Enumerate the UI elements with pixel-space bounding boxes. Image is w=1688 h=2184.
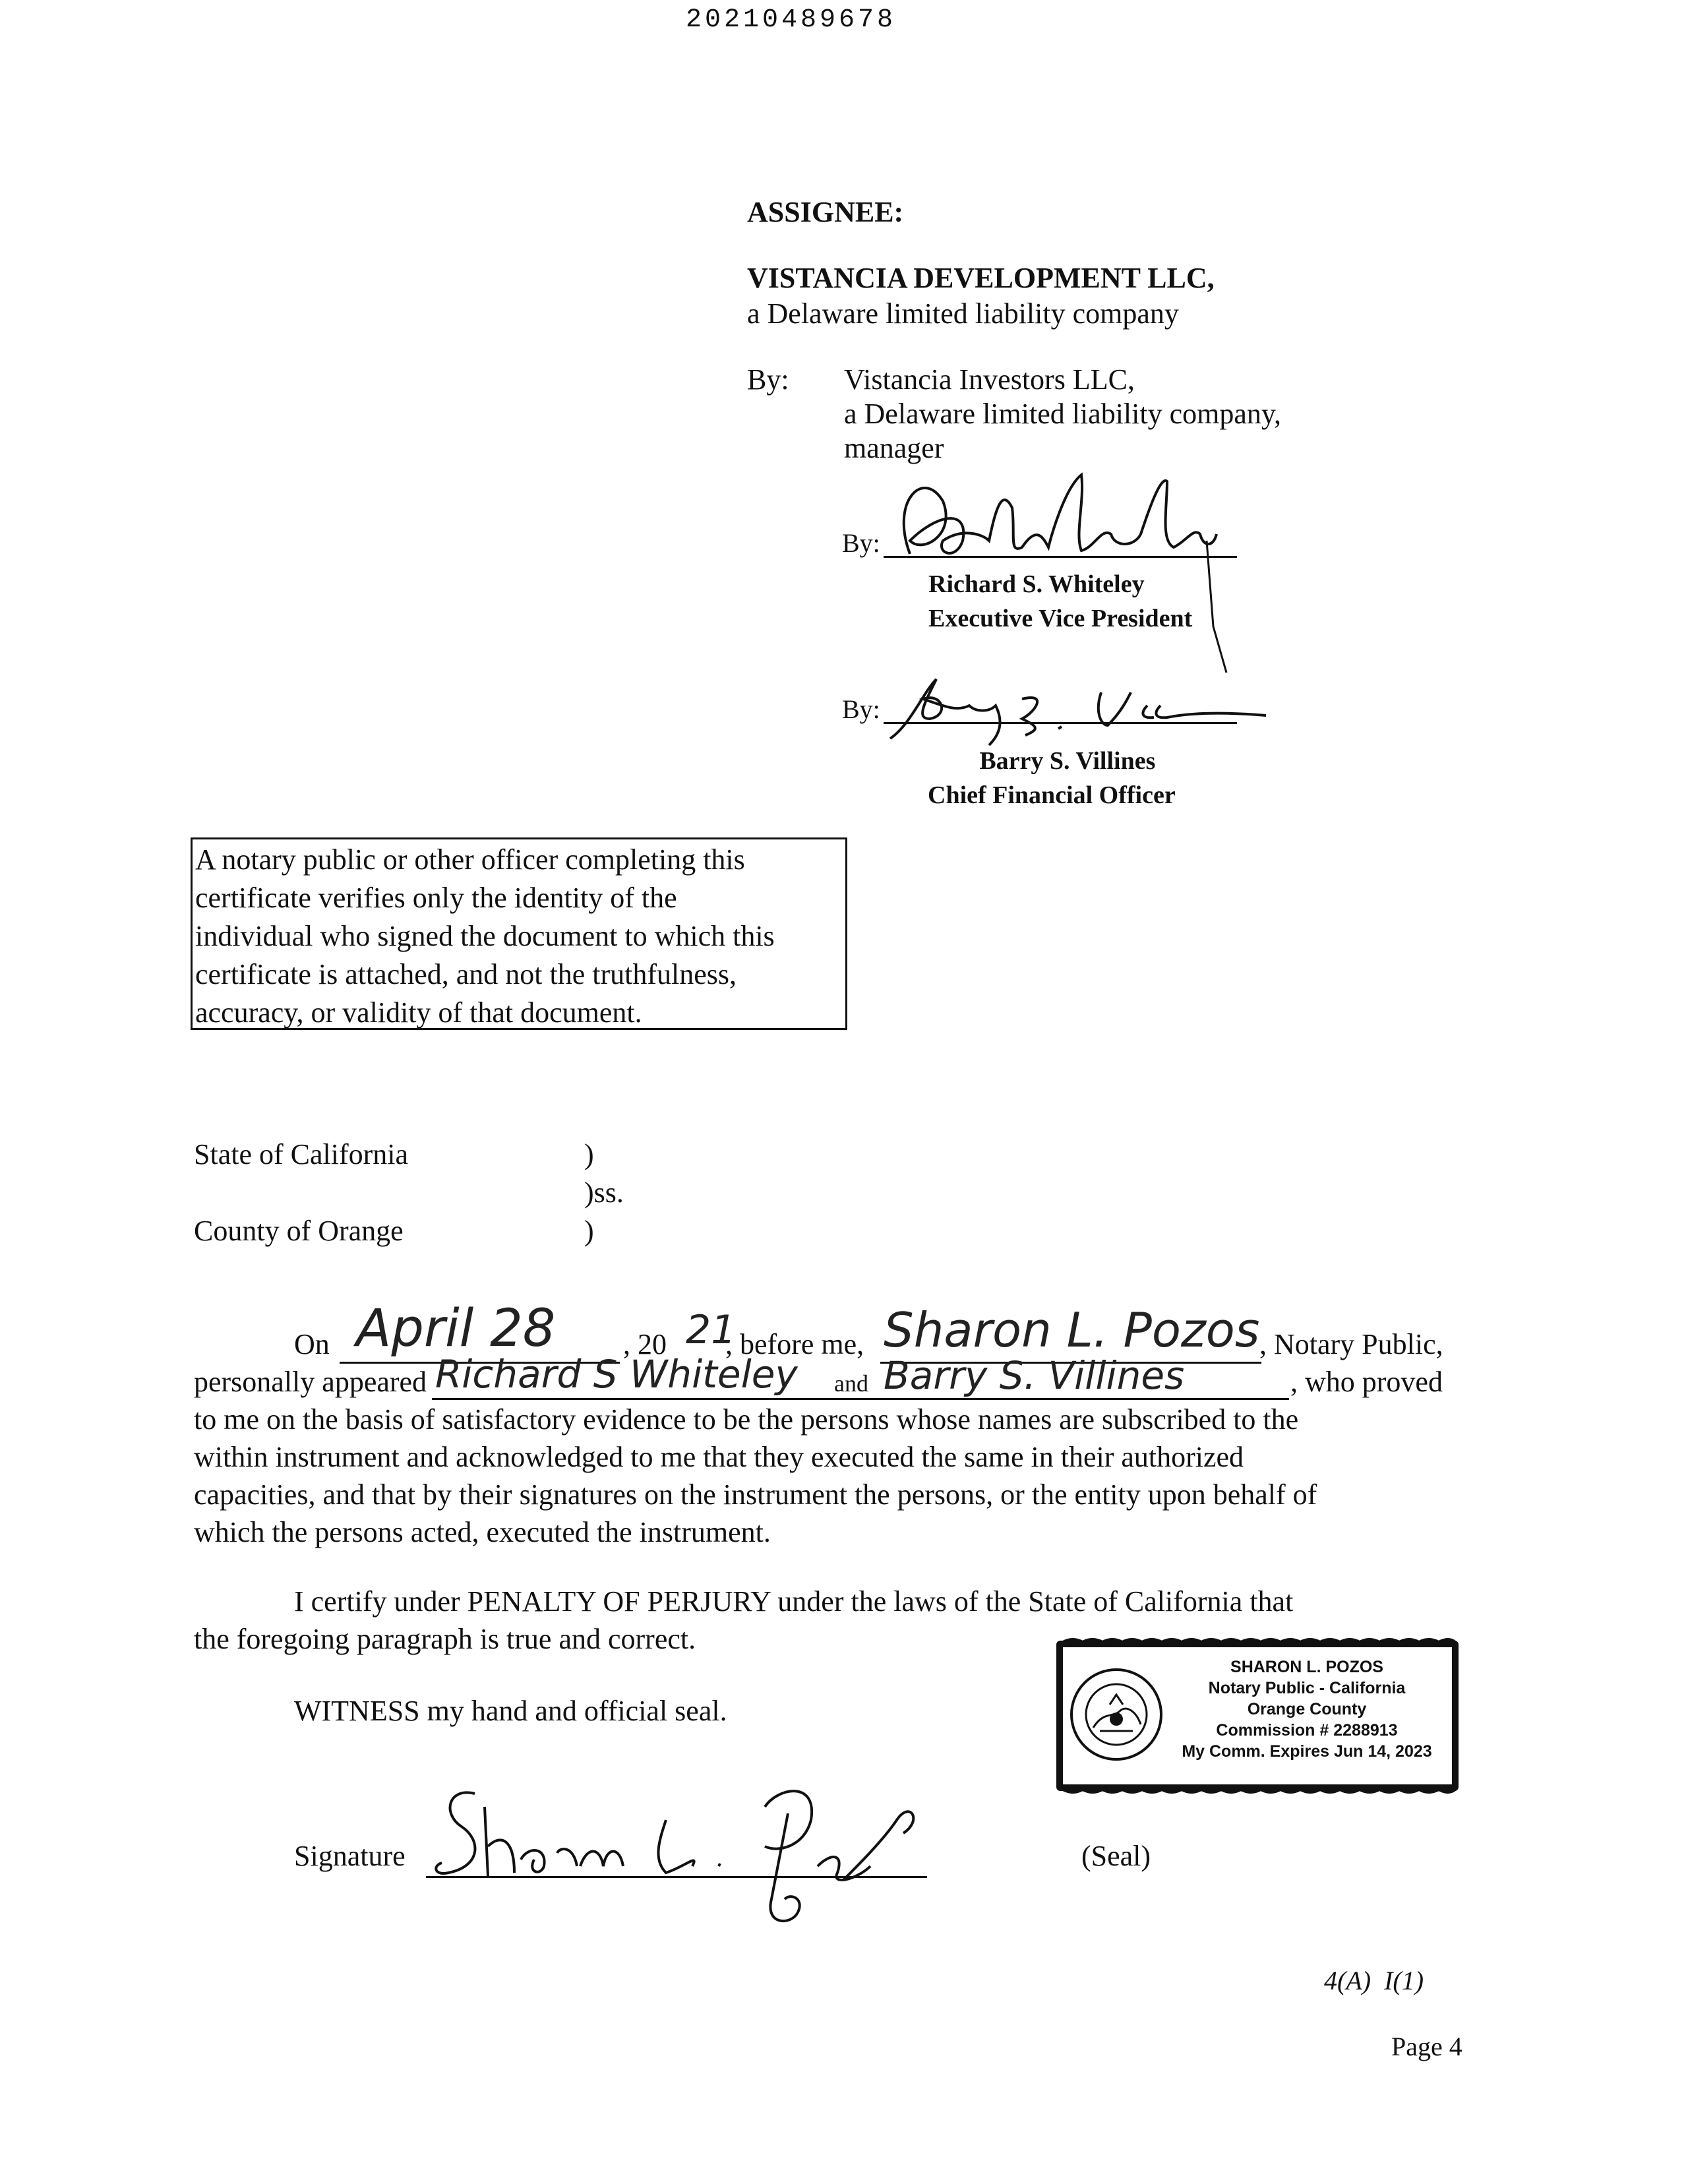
signature-line — [884, 722, 1237, 724]
seal-line: Notary Public - California — [1208, 1679, 1406, 1697]
handwritten-year: 21 — [686, 1307, 737, 1353]
footer-code: 4(A) I(1) — [1324, 1966, 1424, 1995]
notice-line: A notary public or other officer completing this — [195, 843, 745, 876]
notice-line: accuracy, or validity of that document. — [195, 996, 642, 1029]
notary-signature — [422, 1767, 963, 1939]
page-number: Page 4 — [1391, 2032, 1462, 2061]
venue-paren: ) — [584, 1215, 594, 1247]
manager-line: manager — [844, 432, 944, 464]
witness-statement: WITNESS my hand and official seal. — [294, 1695, 727, 1727]
certify-line-1: I certify under PENALTY OF PERJURY under the laws of the State of California that — [294, 1585, 1294, 1618]
manager-line: Vistancia Investors LLC, — [844, 363, 1135, 396]
handwritten-signer-2: Barry S. Villines — [884, 1353, 1185, 1398]
signatory-title: Executive Vice President — [928, 605, 1193, 632]
ack-line: capacities, and that by their signatures on the instrument the persons, or the entity upon behalf of — [194, 1478, 1317, 1511]
ack-and: and — [834, 1370, 868, 1397]
notary-notice-box — [191, 837, 847, 1030]
signatory-block — [928, 567, 1192, 636]
signatory-title: Chief Financial Officer — [928, 781, 1176, 809]
ack-line: to me on the basis of satisfactory evidence to be the persons whose names are subscribed to the — [194, 1403, 1299, 1436]
seal-line: Orange County — [1247, 1700, 1367, 1718]
ack-before-me: , before me, — [725, 1328, 864, 1360]
certify-line-2: the foregoing paragraph is true and correct. — [194, 1623, 696, 1655]
seal-line: My Comm. Expires Jun 14, 2023 — [1182, 1742, 1432, 1761]
signatory-name: Richard S. Whiteley — [928, 570, 1145, 598]
ack-who-proved: , who proved — [1290, 1366, 1443, 1398]
signatory-name: Barry S. Villines — [979, 747, 1156, 775]
signatory-by-label: By: — [842, 694, 880, 724]
venue-state: State of California — [194, 1138, 409, 1170]
ack-line: which the persons acted, executed the instrument. — [194, 1516, 771, 1548]
ack-on: On — [294, 1328, 330, 1360]
ack-year-prefix: , 20 — [623, 1328, 667, 1360]
seal-label: (Seal) — [1081, 1840, 1151, 1872]
state-seal-icon — [1067, 1665, 1166, 1764]
handwritten-date: April 28 — [356, 1299, 556, 1358]
notice-line: certificate is attached, and not the truthfulness, — [195, 958, 737, 990]
signature-label: Signature — [294, 1840, 406, 1872]
company-description: a Delaware limited liability company — [747, 297, 1179, 330]
by-label: By: — [747, 363, 789, 396]
manager-line: a Delaware limited liability company, — [844, 398, 1282, 430]
ack-personally-appeared: personally appeared — [194, 1366, 427, 1398]
notary-seal-text — [1162, 1656, 1452, 1762]
venue-ss: )ss. — [584, 1176, 624, 1209]
ack-line: within instrument and acknowledged to me that they executed the same in their authorized — [194, 1441, 1244, 1473]
handwritten-notary-name: Sharon L. Pozos — [884, 1302, 1260, 1358]
venue-county: County of Orange — [194, 1215, 404, 1247]
villines-signature — [884, 666, 1279, 752]
manager-block — [844, 363, 1281, 466]
notice-line: individual who signed the document to which this — [195, 920, 775, 952]
ack-notary-public: , Notary Public, — [1259, 1328, 1443, 1360]
notice-line: certificate verifies only the identity of the — [195, 882, 677, 914]
venue-paren: ) — [584, 1138, 594, 1170]
handwritten-signer-1: Richard S Whiteley — [435, 1352, 798, 1397]
seal-line: SHARON L. POZOS — [1230, 1658, 1383, 1676]
company-name: VISTANCIA DEVELOPMENT LLC, — [747, 262, 1215, 294]
assignee-heading: ASSIGNEE: — [747, 196, 904, 228]
signatory-by-label: By: — [842, 528, 880, 558]
seal-line: Commission # 2288913 — [1216, 1721, 1398, 1740]
document-number: 20210489678 — [686, 5, 897, 35]
ack-body — [194, 1401, 1317, 1551]
signatory-block — [928, 744, 1176, 812]
